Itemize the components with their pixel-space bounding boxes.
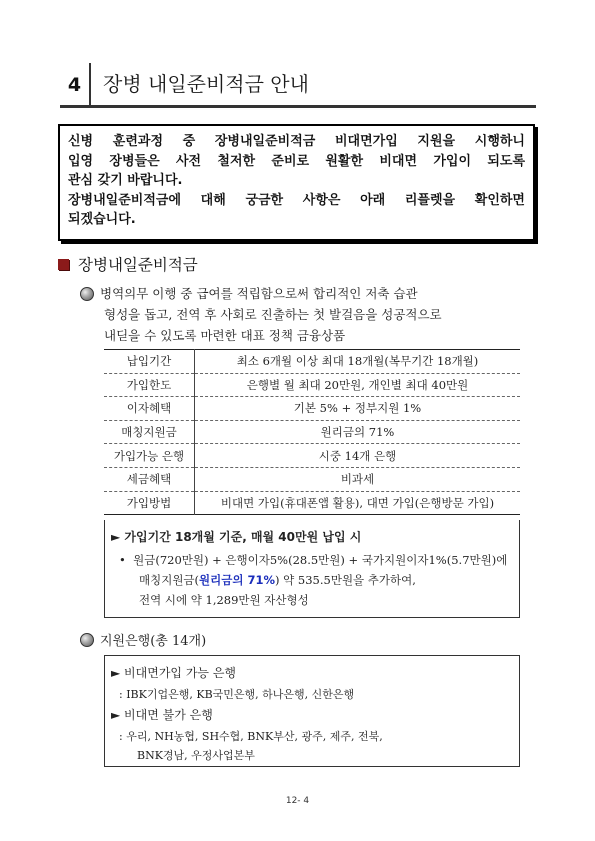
- table-row: [104, 491, 520, 515]
- notice-box: [58, 124, 535, 241]
- table-value: 시중 14개 은행: [195, 444, 521, 468]
- table-row: [104, 397, 520, 421]
- table-key: 매칭지원금: [104, 420, 195, 444]
- header-rule: [60, 105, 536, 108]
- table-value: 은행별 월 최대 20만원, 개인별 최대 40만원: [195, 373, 521, 397]
- table-key: 가입방법: [104, 491, 195, 515]
- triangle-bullet-icon: ►: [111, 530, 121, 544]
- section-title: 장병 내일준비적금 안내: [103, 72, 309, 96]
- notice-line: 되겠습니다.: [68, 212, 136, 227]
- square-bullet-icon: [58, 259, 69, 270]
- table-value: 기본 5% + 정부지원 1%: [195, 397, 521, 421]
- highlight-text: 원리금의 71%: [199, 573, 275, 587]
- section-number: 4: [60, 63, 91, 106]
- example-line: • 원금(720만원) + 은행이자5%(28.5만원) + 국가지원이자1%(5.7만원)에: [119, 553, 508, 567]
- example-line: 전역 시에 약 1,289만원 자산형성: [139, 593, 309, 607]
- table-value: 비과세: [195, 467, 521, 491]
- example-box: [104, 520, 520, 618]
- intro-line: 형성을 돕고, 전역 후 사회로 진출하는 첫 발걸음을 성공적으로: [104, 307, 442, 322]
- table-key: 납입기간: [104, 350, 195, 374]
- table-row: [104, 467, 520, 491]
- intro-line: 병역의무 이행 중 급여를 적립함으로써 합리적인 저축 습관: [100, 286, 418, 301]
- circle-bullet-icon: [80, 287, 94, 301]
- banks-nonface-list: : IBK기업은행, KB국민은행, 하나은행, 신한은행: [119, 688, 355, 701]
- example-heading: [111, 528, 361, 545]
- table-key: 가입한도: [104, 373, 195, 397]
- intro-paragraph: [100, 283, 540, 346]
- table-row: [104, 420, 520, 444]
- notice-line: 관심 갖기 바랍니다.: [68, 173, 183, 188]
- notice-line: 입영 장병들은 사전 철저한 준비로 원활한 비대면 가입이 되도록: [68, 153, 525, 169]
- notice-line: 신병 훈련과정 중 장병내일준비적금 비대면가입 지원을 시행하니: [68, 134, 525, 149]
- table-row: [104, 373, 520, 397]
- table-key: 이자혜택: [104, 397, 195, 421]
- table-row: [104, 444, 520, 468]
- subheading-text: 장병내일준비적금: [78, 256, 198, 274]
- circle-bullet-icon: [80, 633, 94, 647]
- intro-line: 내딛을 수 있도록 마련한 대표 정책 금융상품: [104, 328, 346, 343]
- subheading: [58, 253, 198, 275]
- banks-heading: 지원은행(총 14개): [100, 634, 207, 649]
- table-key: 세금혜택: [104, 467, 195, 491]
- dot-bullet-icon: •: [119, 553, 134, 567]
- example-heading-text: 가입기간 18개월 기준, 매월 40만원 납입 시: [124, 530, 362, 544]
- page-number: 12- 4: [285, 796, 310, 806]
- example-line: 매칭지원금(원리금의 71%) 약 535.5만원을 추가하여,: [139, 573, 416, 587]
- notice-line: 장병내일준비적금에 대해 궁금한 사항은 아래 리플렛을 확인하면: [68, 192, 525, 208]
- table-value: 비대면 가입(휴대폰앱 활용), 대면 가입(은행방문 가입): [220, 495, 495, 510]
- table-value: 원리금의 71%: [195, 420, 521, 444]
- banks-face-list: BNK경남, 우정사업본부: [137, 749, 255, 762]
- banks-nonface-title: ► 비대면가입 가능 은행: [111, 666, 237, 680]
- table-row: [104, 350, 520, 374]
- banks-face-list: : 우리, NH농협, SH수협, BNK부산, 광주, 제주, 전북,: [119, 730, 383, 743]
- section-header: [60, 63, 536, 106]
- triangle-bullet-icon: ►: [111, 666, 125, 680]
- table-value: 최소 6개월 이상 최대 18개월(복무기간 18개월): [195, 350, 521, 374]
- banks-face-title: ► 비대면 불가 은행: [111, 708, 213, 722]
- banks-box: [104, 655, 520, 767]
- product-info-table: [104, 349, 520, 515]
- table-key: 가입가능 은행: [104, 444, 195, 468]
- triangle-bullet-icon: ►: [111, 708, 125, 722]
